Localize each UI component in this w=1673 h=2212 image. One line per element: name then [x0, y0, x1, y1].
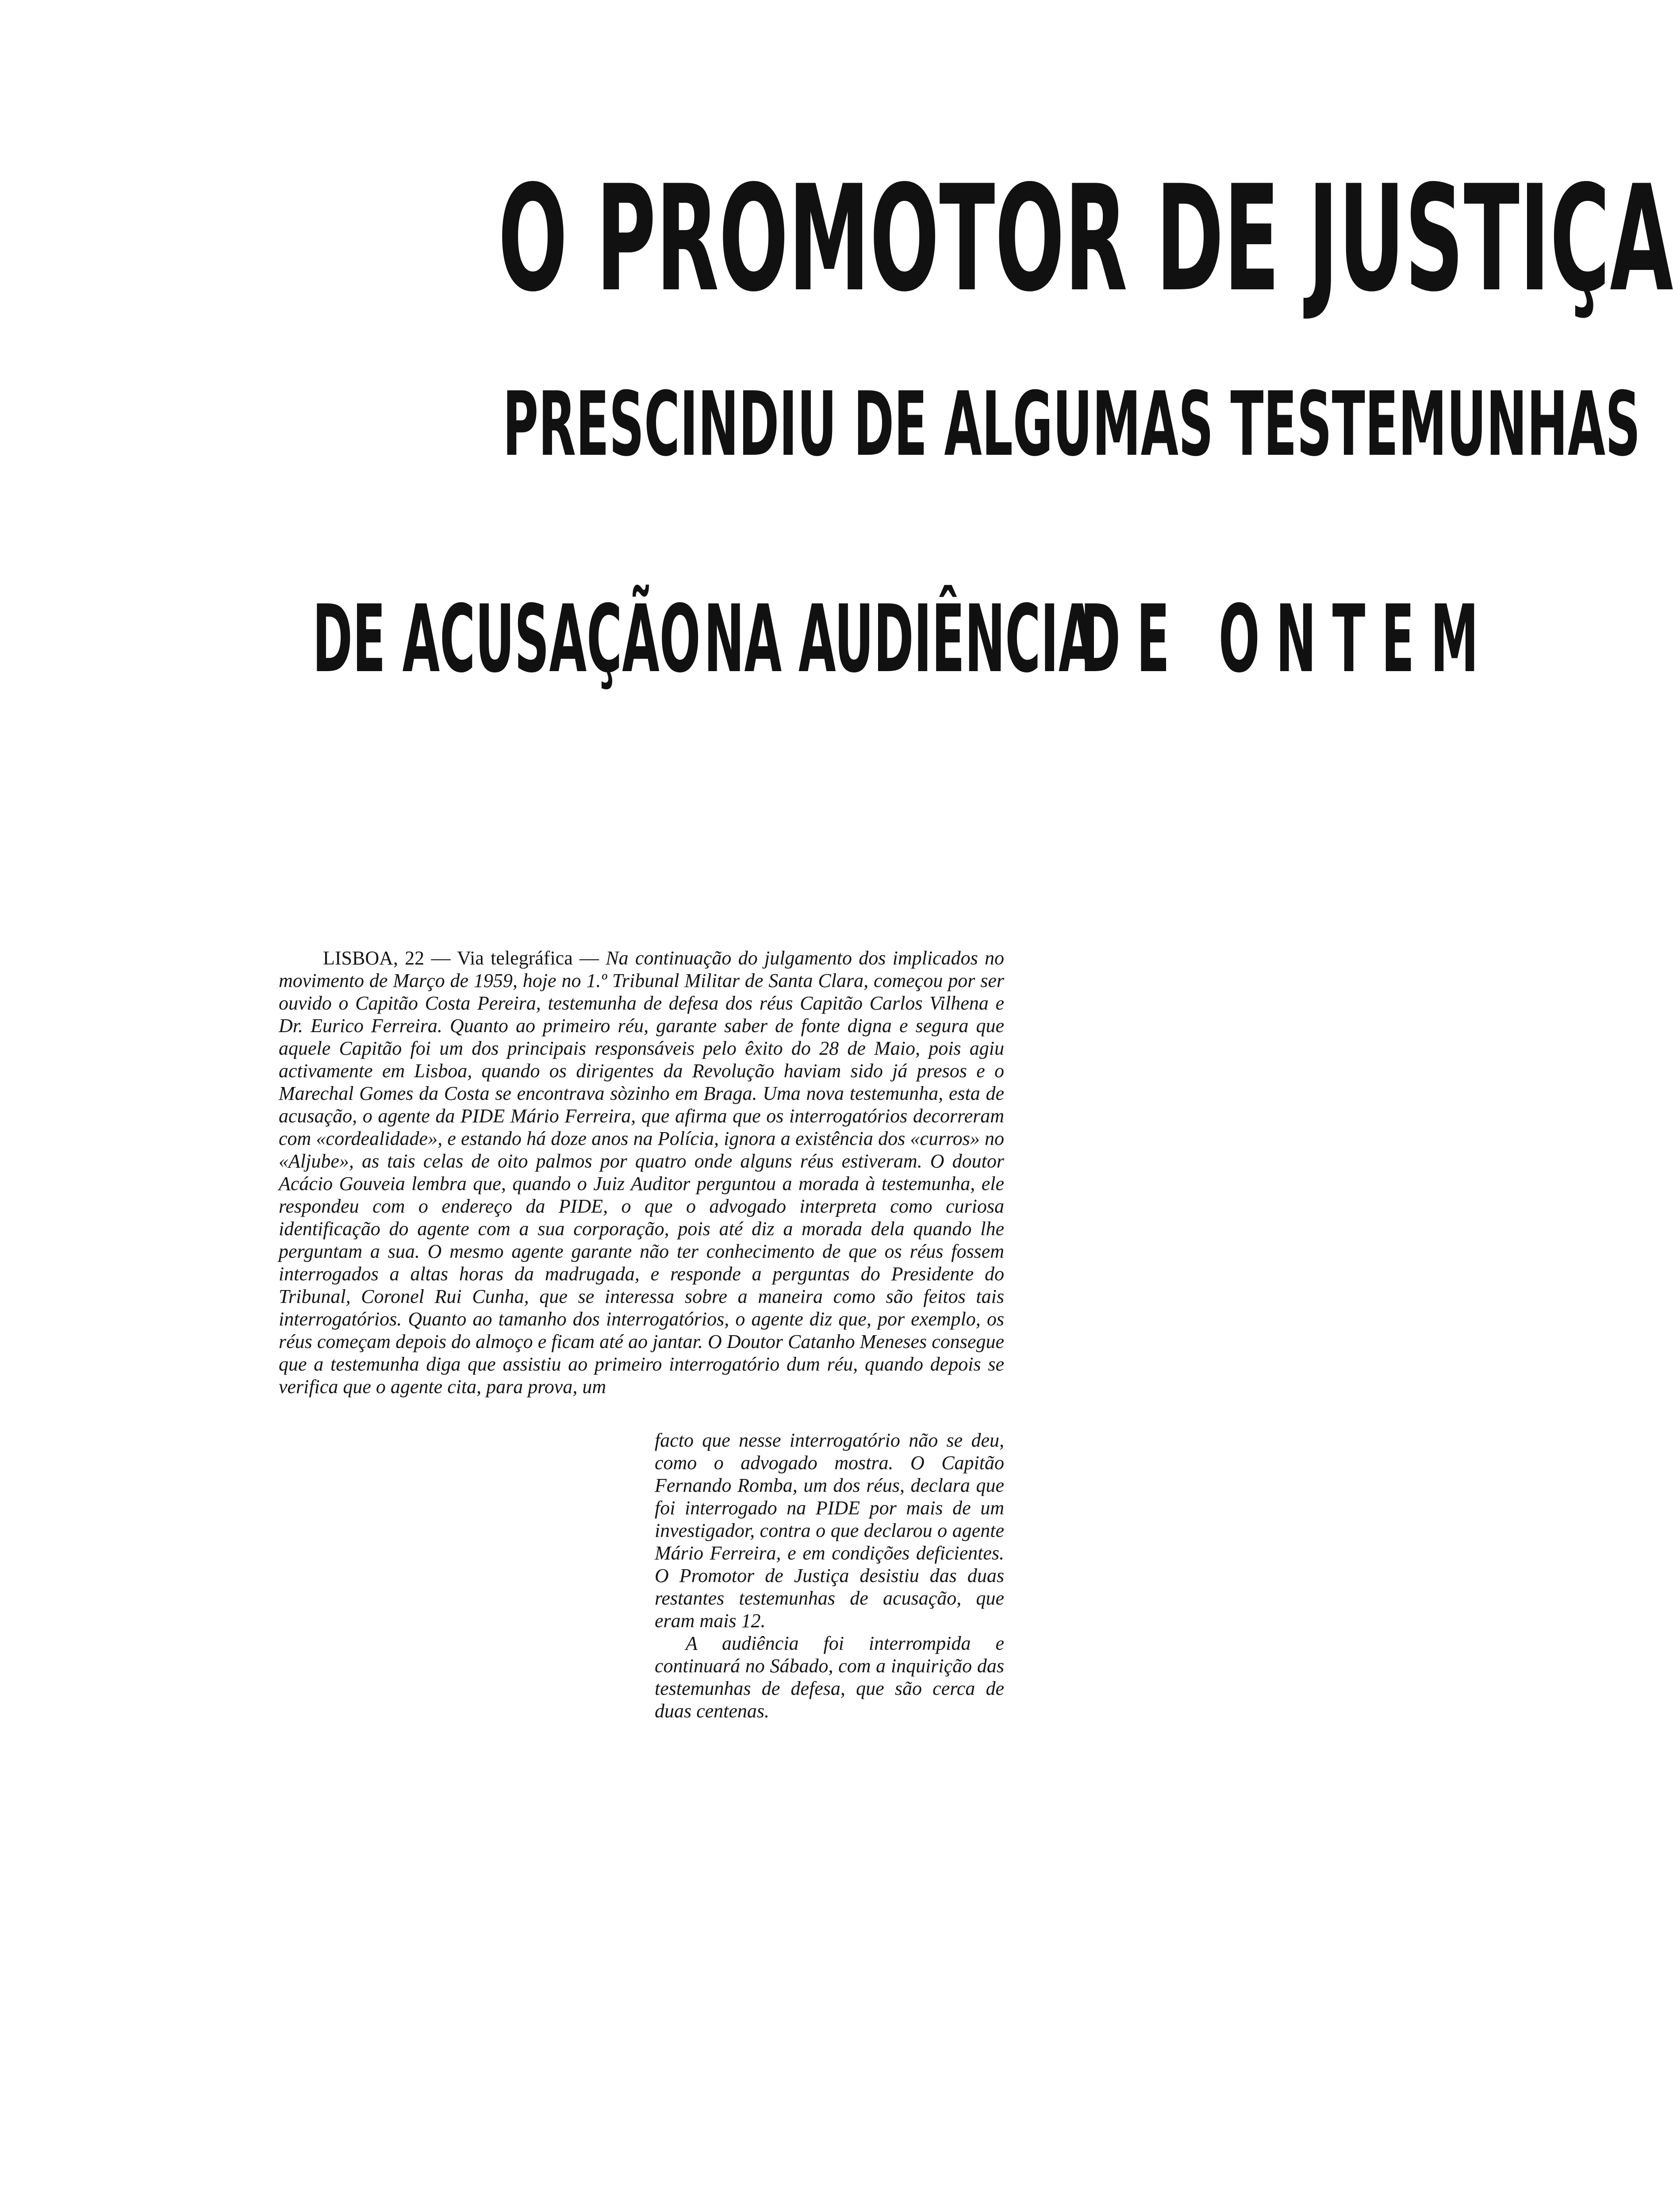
headline-third-line-part2: NA AUDIÊNCIA: [704, 585, 1096, 693]
article-body-narrow: [655, 1429, 1004, 1722]
dateline-place: LISBOA, 22: [323, 947, 425, 969]
headline-second-line: PRESCINDIU DE ALGUMAS TESTEMUNHAS: [503, 373, 1641, 476]
headline-main: O PROMOTOR DE JUSTIÇA: [498, 154, 1673, 324]
paragraph-4: A audiência foi interrompida e continuará no Sábado, com a inquirição das testemunhas de defesa, que são cerca de duas centenas.: [655, 1632, 1004, 1722]
article-body-wide: [279, 947, 1004, 1398]
headline-third-line-part3: DE ONTEM: [1080, 585, 1495, 693]
paragraph-2: Uma nova testemunha, esta de acusação, o agente da PIDE Mário Ferreira, que afirma que os interrogatórios decorreram com «cordealidade», e estando há doze anos na Polícia, ignora a existência dos «curros» no «Aljube», as tais celas de oito palmos por quatro onde alguns réus estiveram. O doutor Acácio Gouveia lembra que, quando o Juiz Auditor perguntou a morada à testemunha, ele respondeu com o endereço da PIDE, o que o advogado interpreta como curiosa identificação do agente com a sua corporação, pois até diz a morada dela quando lhe perguntam a sua. O mesmo agente garante não ter conhecimento de que os réus fossem interrogados a altas horas da madrugada, e responde a perguntas do Presidente do Tribunal, Coronel Rui Cunha, que se interessa sobre a maneira como são feitos tais interrogatórios. Quanto ao tamanho dos interrogatórios, o agente diz que, por exemplo, os réus começam depois do almoço e ficam até ao jantar. O Doutor Catanho Meneses consegue que a testemunha diga que assistiu ao primeiro interrogatório dum réu, quando depois se verifica que o agente cita, para prova, um: [279, 1083, 1005, 1398]
headline-third-line-part1: DE ACUSAÇÃO: [312, 585, 701, 693]
paragraph-1: Na continuação do julgamento dos implicados no movimento de Março de 1959, hoje no 1.º Tribunal Militar de Santa Clara, começou por ser ouvido o Capitão Costa Pereira, testemunha de defesa dos réus Capitão Carlos Vilhena e Dr. Eurico Ferreira. Quanto ao primeiro réu, garante saber de fonte digna e segura que aquele Capitão foi um dos principais responsáveis pelo êxito do 28 de Maio, pois agiu activamente em Lisboa, quando os dirigentes da Revolução haviam sido já presos e o Marechal Gomes da Costa se encontrava sòzinho em Braga.: [279, 947, 1005, 1104]
dateline-via: — Via telegráfica —: [431, 947, 599, 969]
paragraph-3: facto que nesse interrogatório não se deu, como o advogado mostra. O Capitão Fernando Romba, um dos réus, declara que foi interrogado na PIDE por mais de um investigador, contra o que declarou o agente Mário Ferreira, e em condições deficientes. O Promotor de Justiça desistiu das duas restantes testemunhas de acusação, que eram mais 12.: [655, 1429, 1004, 1632]
